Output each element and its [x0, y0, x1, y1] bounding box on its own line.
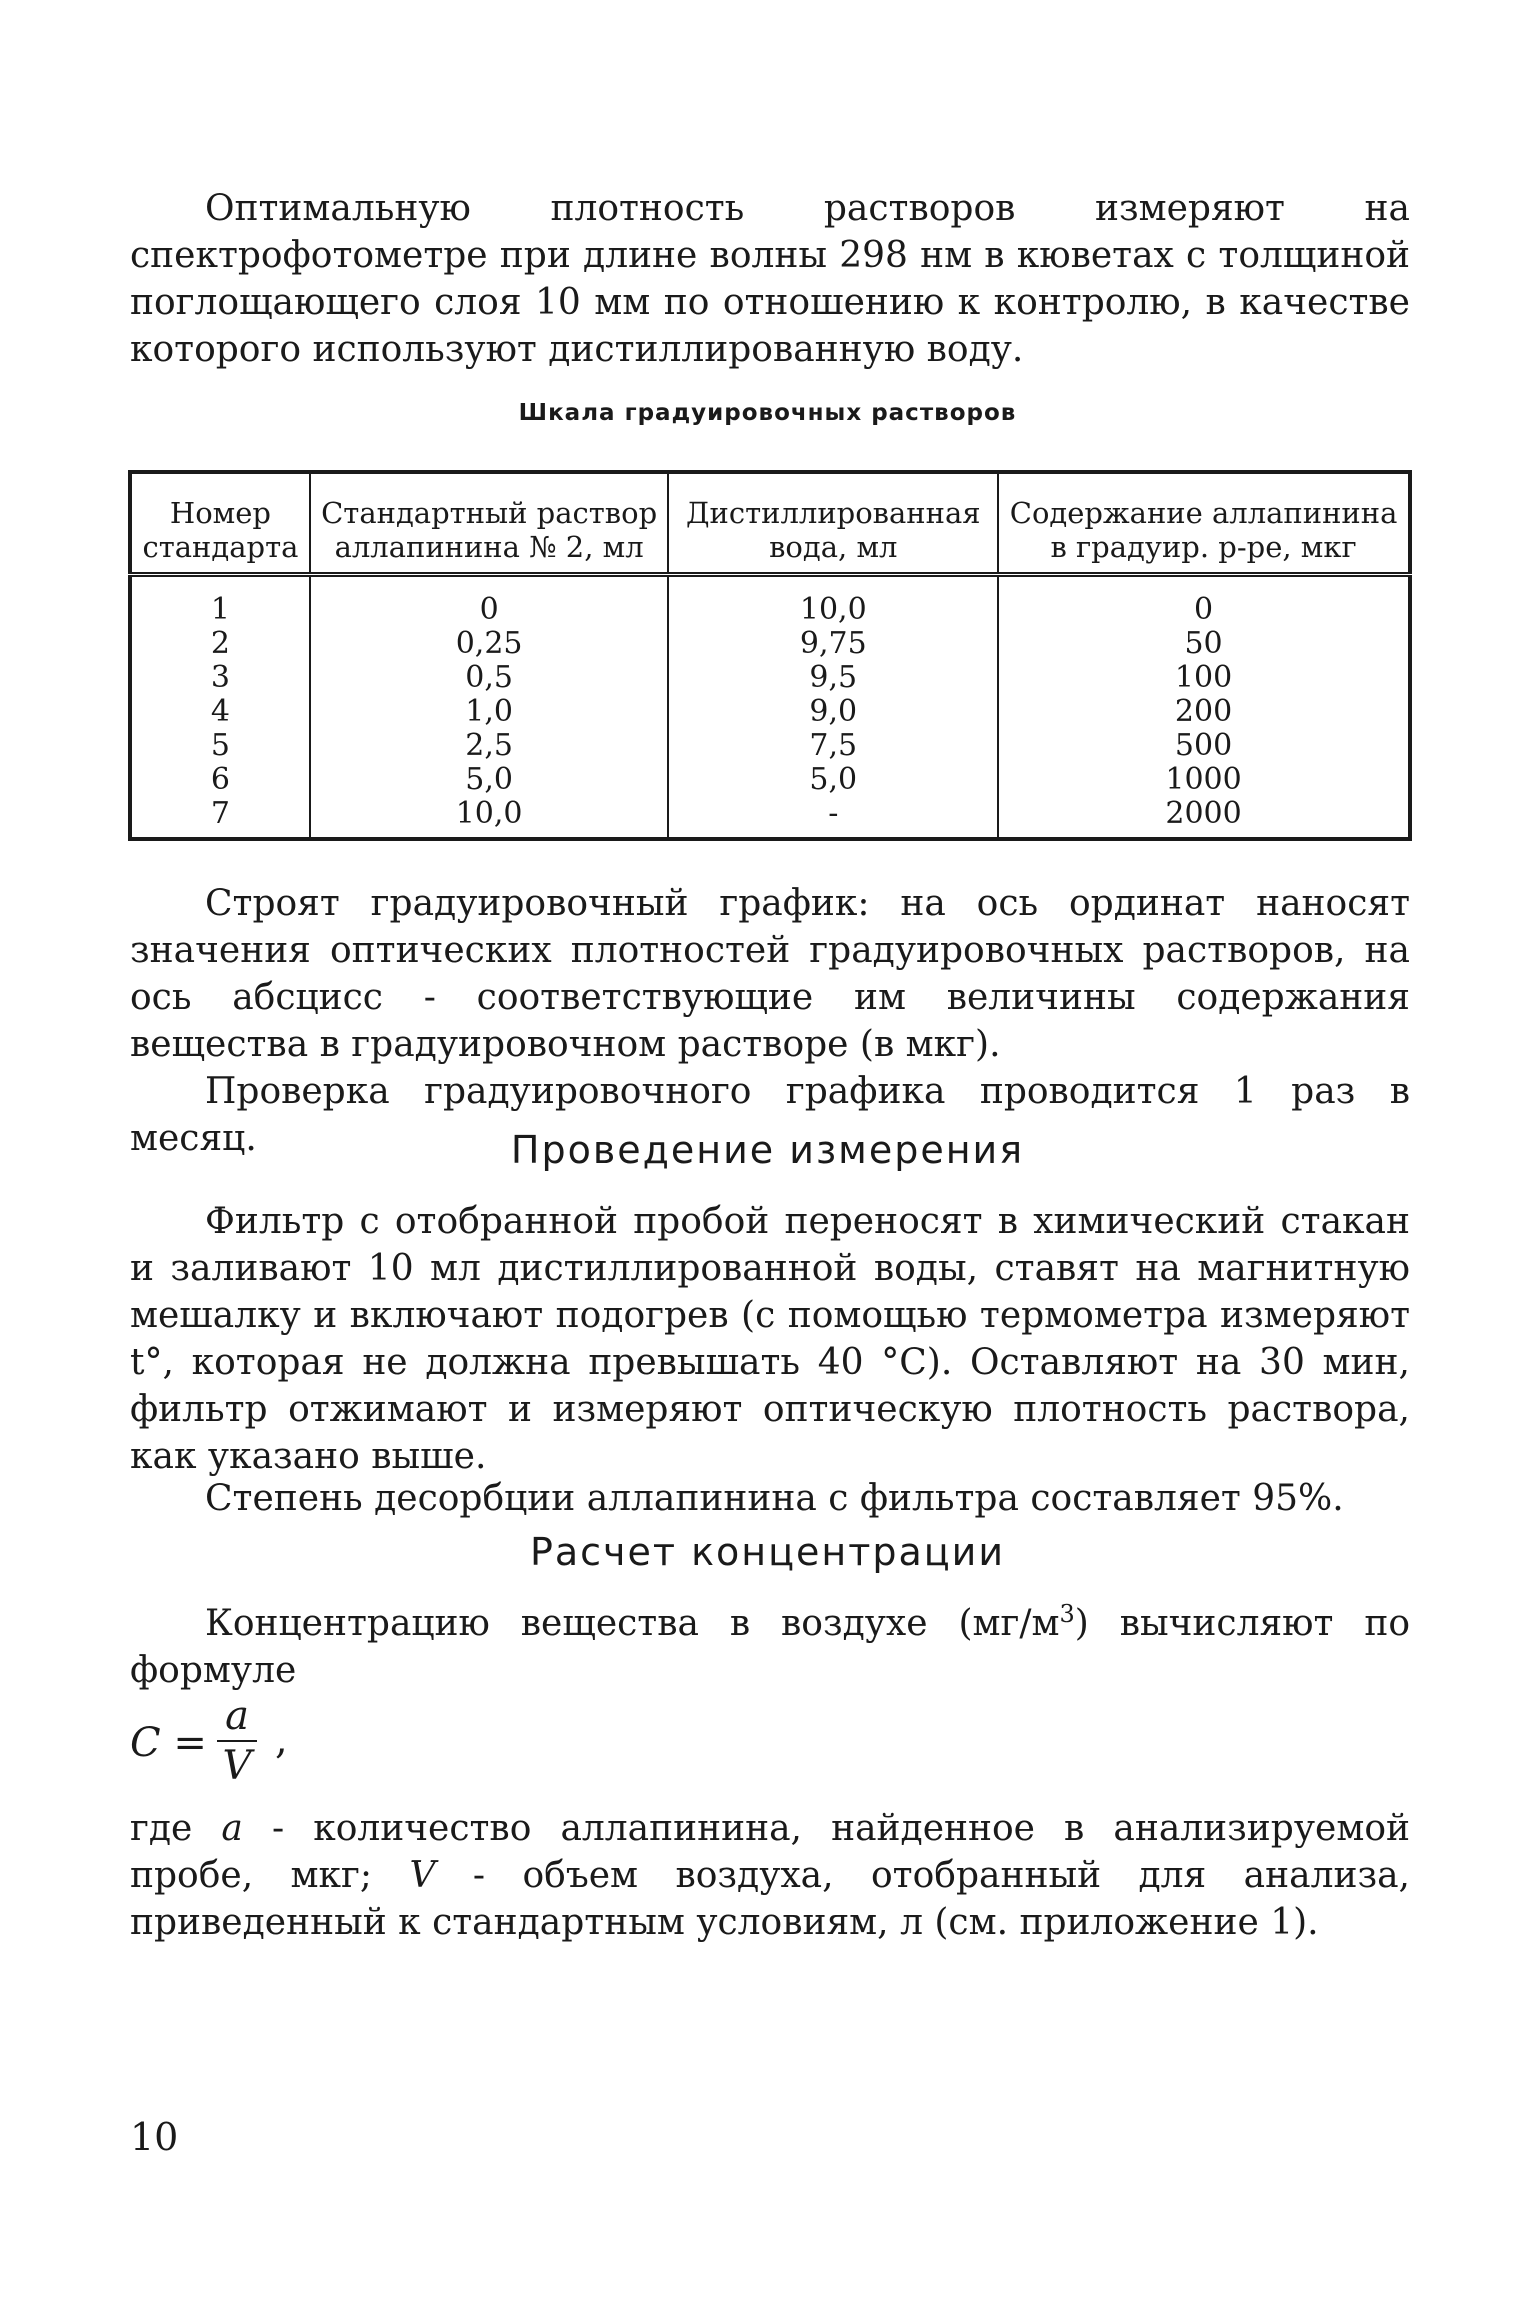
where-text-3: - объем воздуха, отобранный для анализа, приведенный к стандартным условиям, л (см. приложение 1). — [130, 1855, 1410, 1943]
table-cell: 9,75 — [668, 627, 998, 661]
formula-fraction — [217, 1695, 257, 1787]
where-text-2: - количество аллапинина, найденное в анализируемой пробе, мкг; — [130, 1808, 1411, 1896]
calc-paragraph — [130, 1600, 1410, 1694]
table-cell: 1,0 — [310, 695, 669, 729]
table-row — [130, 695, 1410, 729]
table-cell: 200 — [998, 695, 1410, 729]
formula-lhs: C = — [130, 1720, 207, 1766]
table-cell: 5,0 — [310, 763, 669, 797]
measurement-paragraph: Фильтр с отобранной пробой переносят в химический стакан и заливают 10 мл дистиллированной воды, ставят на магнитную мешалку и включают подогрев (с помощью термометра измеряют t°, которая не должна превышать 40 °С). Оставляют на 30 мин, фильтр отжимают и измеряют оптическую плотность раствора, как указано выше. — [130, 1201, 1410, 1477]
table-row — [130, 575, 1410, 628]
table-cell: - — [668, 797, 998, 839]
table-cell: 9,5 — [668, 661, 998, 695]
table-header-cell: Номер стандарта — [130, 472, 310, 575]
table-cell: 0,25 — [310, 627, 669, 661]
table-cell: 100 — [998, 661, 1410, 695]
table-row — [130, 763, 1410, 797]
table-cell: 0 — [310, 575, 669, 628]
table-cell: 2 — [130, 627, 310, 661]
calibration-table — [128, 470, 1412, 841]
table-cell: 4 — [130, 695, 310, 729]
fraction-bar — [217, 1740, 257, 1742]
table-cell: 10,0 — [668, 575, 998, 628]
formula-denominator: V — [222, 1743, 252, 1789]
page-number: 10 — [130, 2115, 179, 2159]
table-cell: 9,0 — [668, 695, 998, 729]
formula-trailing-comma: , — [275, 1717, 288, 1763]
intro-paragraph: Оптимальную плотность растворов измеряют на спектрофотометре при длине волны 298 нм в кюветах с толщиной поглощающего слоя 10 мм по отношению к контролю, в качестве которого используют дистиллированную воду. — [130, 188, 1410, 370]
table-row — [130, 661, 1410, 695]
table-cell: 0 — [998, 575, 1410, 628]
heading-calculation: Расчет концентрации — [529, 1530, 1006, 1574]
calc-superscript: 3 — [1059, 1600, 1075, 1628]
check-paragraph: Проверка градуировочного графика проводится 1 раз в месяц. — [130, 1071, 1410, 1159]
table-caption: Шкала градуировочных растворов — [518, 400, 1017, 426]
table-cell: 0,5 — [310, 661, 669, 695]
where-var-v: V — [409, 1855, 436, 1896]
table-cell: 7 — [130, 797, 310, 839]
calc-text-after: ) вычисляют по формуле — [130, 1603, 1410, 1691]
where-text-1: где — [130, 1808, 222, 1849]
where-var-a: a — [221, 1808, 243, 1849]
table-cell: 3 — [130, 661, 310, 695]
table-cell: 7,5 — [668, 729, 998, 763]
table-cell: 1000 — [998, 763, 1410, 797]
table-cell: 2000 — [998, 797, 1410, 839]
table-cell: 5 — [130, 729, 310, 763]
table-cell: 10,0 — [310, 797, 669, 839]
table-row — [130, 729, 1410, 763]
table-header-cell: Дистиллированная вода, мл — [668, 472, 998, 575]
formula-numerator: a — [225, 1693, 249, 1739]
table-header-cell: Стандартный раствор аллапинина № 2, мл — [310, 472, 669, 575]
table-row — [130, 797, 1410, 839]
table-cell: 5,0 — [668, 763, 998, 797]
where-paragraph — [130, 1805, 1410, 1946]
table-row — [130, 627, 1410, 661]
table-cell: 1 — [130, 575, 310, 628]
table-header-row — [130, 472, 1410, 575]
table-cell: 6 — [130, 763, 310, 797]
table-cell: 2,5 — [310, 729, 669, 763]
table-cell: 50 — [998, 627, 1410, 661]
graph-paragraph: Строят градуировочный график: на ось ординат наносят значения оптических плотностей градуировочных растворов, на ось абсцисс - соответствующие им величины содержания вещества в градуировочном растворе (в мкг). — [130, 883, 1410, 1065]
heading-measurement: Проведение измерения — [510, 1128, 1025, 1172]
table-cell: 500 — [998, 729, 1410, 763]
desorption-paragraph: Степень десорбции аллапинина с фильтра составляет 95%. — [205, 1478, 1344, 1519]
calc-text-before: Концентрацию вещества в воздухе (мг/м — [205, 1603, 1060, 1644]
table-header-cell: Содержание аллапинина в градуир. р-ре, мкг — [998, 472, 1410, 575]
